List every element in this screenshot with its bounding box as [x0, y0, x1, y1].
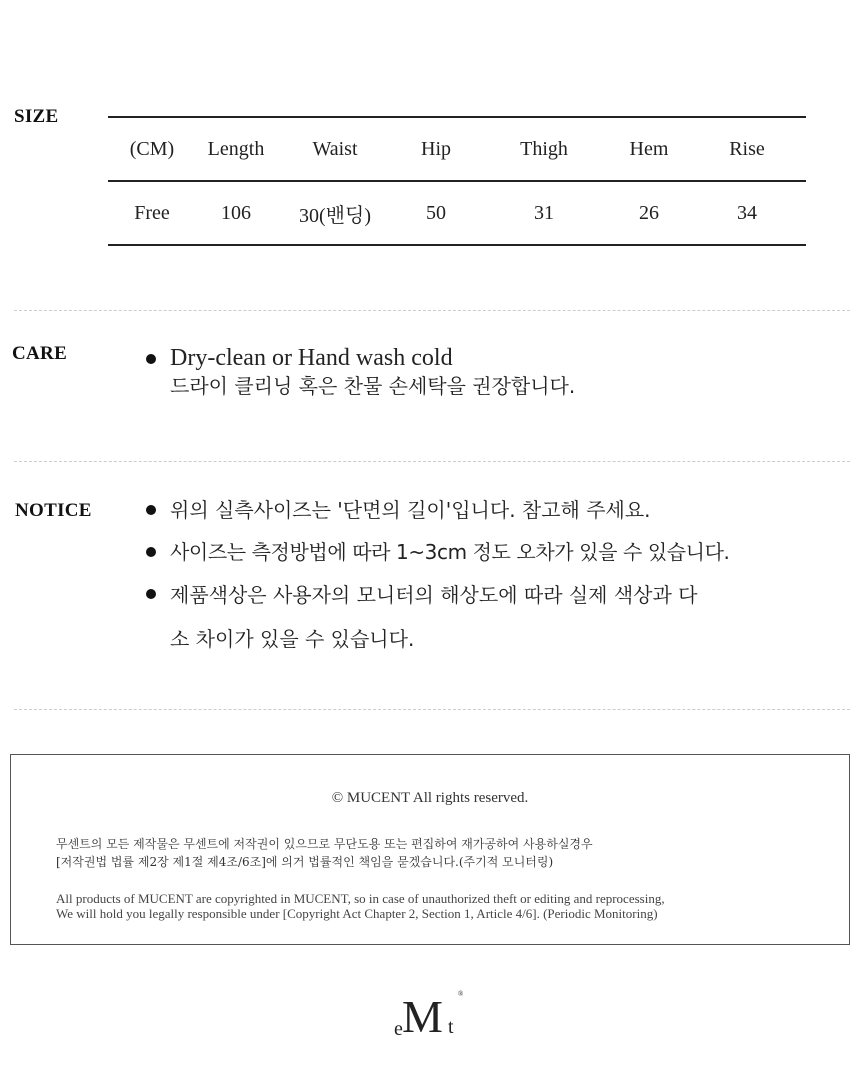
- copyright-korean-line-1: 무센트의 모든 제작물은 무센트에 저작권이 있으므로 무단도용 또는 편집하여 재가공하여 사용하실경우: [56, 837, 593, 851]
- size-value-rise: 34: [737, 201, 757, 224]
- logo-registered-mark: ®: [458, 990, 464, 998]
- copyright-line: © MUCENT All rights reserved.: [331, 790, 529, 806]
- divider-1: [14, 310, 850, 311]
- size-data-row: [108, 182, 806, 246]
- mucent-logo: [394, 992, 474, 1048]
- care-korean: 드라이 클리닝 혹은 찬물 손세탁을 권장합니다.: [170, 374, 576, 398]
- size-value-hem: 26: [639, 201, 659, 224]
- care-english: Dry-clean or Hand wash cold: [170, 345, 453, 371]
- logo-letter-e: e: [394, 1018, 403, 1040]
- size-label: SIZE: [14, 106, 59, 127]
- logo-letter-t: t: [448, 1016, 454, 1038]
- size-header-hem: Hem: [629, 137, 669, 160]
- copyright-english: [56, 891, 665, 921]
- size-value-free: Free: [134, 201, 170, 224]
- size-header-length: Length: [207, 137, 265, 160]
- copyright-english-line-1: All products of MUCENT are copyrighted in MUCENT, so in case of unauthorized theft or editing and reprocessing,: [56, 891, 665, 906]
- notice-list: [146, 489, 730, 661]
- size-header-thigh: Thigh: [520, 137, 568, 160]
- size-header-row: [108, 118, 806, 182]
- divider-2: [14, 461, 850, 462]
- size-header-hip: Hip: [421, 137, 451, 160]
- size-header-unit: (CM): [129, 137, 175, 160]
- divider-3: [14, 709, 850, 710]
- size-table: [108, 116, 806, 246]
- care-label: CARE: [12, 343, 68, 364]
- copyright-english-line-2: We will hold you legally responsible under [Copyright Act Chapter 2, Section 1, Article 4/6]. (Periodic Monitoring): [56, 906, 658, 921]
- size-value-hip: 50: [426, 201, 446, 224]
- notice-label: NOTICE: [15, 500, 92, 521]
- copyright-korean: [56, 835, 593, 871]
- copyright-box: [10, 754, 850, 945]
- size-value-waist: 30(밴딩): [299, 204, 371, 227]
- notice-item-2: 사이즈는 측정방법에 따라 1~3cm 정도 오차가 있을 수 있습니다.: [146, 531, 706, 573]
- size-header-waist: Waist: [312, 137, 358, 160]
- copyright-korean-line-2: [저작권법 법률 제2장 제1절 제4조/6조]에 의거 법률적인 책임을 묻겠습니다.(주기적 모니터링): [56, 855, 554, 869]
- size-header-rise: Rise: [729, 137, 765, 160]
- care-item: [146, 344, 575, 400]
- size-value-thigh: 31: [534, 201, 554, 224]
- logo-letter-m: M: [402, 991, 443, 1042]
- size-value-length: 106: [221, 201, 251, 224]
- notice-item-3: 제품색상은 사용자의 모니터의 해상도에 따라 실제 색상과 다소 차이가 있을 수 있습니다.: [146, 573, 706, 661]
- care-list: [146, 344, 575, 400]
- notice-item-1: 위의 실측사이즈는 '단면의 길이'입니다. 참고해 주세요.: [146, 489, 706, 531]
